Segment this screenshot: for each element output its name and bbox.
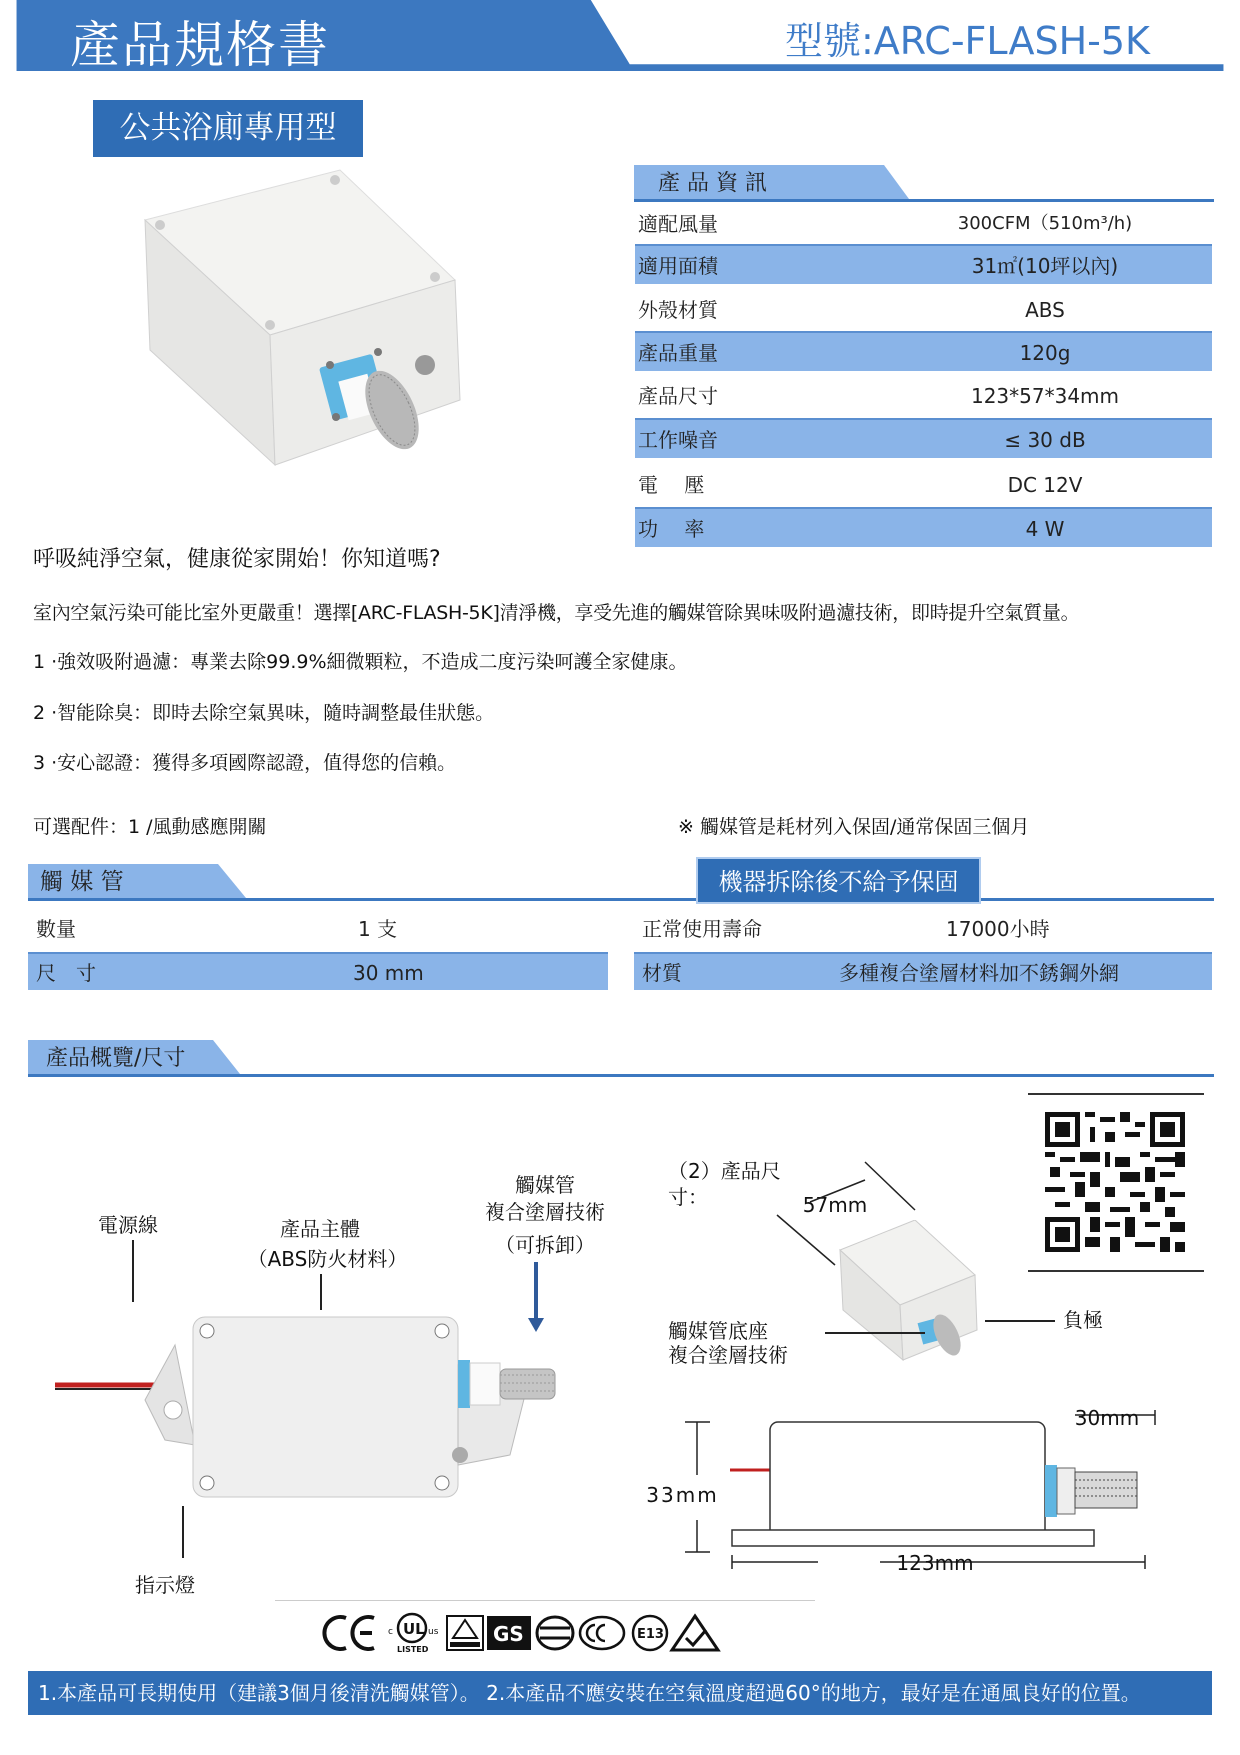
warranty-note: ※ 觸媒管是耗材列入保固/通常保固三個月: [678, 816, 1030, 838]
spec-row: 工作噪音 ≤ 30 dB: [635, 418, 1212, 458]
overview-tab: [28, 1040, 1214, 1080]
warranty-warning-badge: 機器拆除後不給予保固: [696, 857, 981, 904]
svg-text:c: c: [388, 1627, 393, 1637]
svg-text:GS: GS: [493, 1622, 524, 1646]
certification-logos: [320, 1608, 780, 1658]
ccc-icon: [580, 1617, 624, 1649]
product-type-badge: 公共浴廁專用型: [93, 100, 363, 157]
cert-rule: [275, 1600, 815, 1601]
qr-code: [1045, 1112, 1185, 1252]
gs-mark-icon: [487, 1616, 531, 1650]
label-power-cord: 電源線: [98, 1213, 158, 1237]
catalyst-row: 材質 多種複合塗層材料加不銹鋼外網: [634, 952, 1212, 990]
label-catalyst: 觸媒管: [515, 1173, 575, 1197]
leader-line: [985, 1320, 1055, 1322]
catalyst-row: 正常使用壽命 17000小時: [642, 917, 1050, 941]
product-photo: [130, 165, 470, 485]
spec-row: 適用面積 31㎡(10坪以內): [635, 244, 1212, 284]
rohs-icon: [447, 1616, 483, 1650]
leader-line: [825, 1332, 925, 1334]
e13-icon: [633, 1616, 667, 1650]
intro-headline: 呼吸純淨空氣，健康從家開始！你知道嗎?: [33, 547, 441, 572]
footer-notice: 1.本產品可長期使用（建議3個月後清洗觸媒管）。 2.本產品不應安裝在空氣溫度超過60°的地方，最好是在通風良好的位置。: [28, 1671, 1212, 1715]
svg-text:LISTED: LISTED: [397, 1645, 429, 1654]
overview-heading: 產品概覽/尺寸: [46, 1046, 186, 1071]
dim-height: 33mm: [646, 1483, 719, 1507]
product-side-diagram: [680, 1410, 1170, 1570]
intro-point: 3 ·安心認證：獲得多項國際認證，值得您的信賴。: [33, 752, 457, 774]
label-catalyst-tech: 複合塗層技術: [485, 1200, 605, 1224]
spec-row: 產品尺寸 123*57*34mm: [638, 384, 1120, 408]
leader-line: [132, 1240, 134, 1302]
qr-top-rule: [1028, 1093, 1204, 1095]
catalyst-tab: [28, 864, 1214, 906]
qr-bottom-rule: [1028, 1270, 1204, 1272]
spec-row: 適配風量 300CFM（510m³/h): [638, 212, 1133, 236]
label-base: 觸媒管底座: [668, 1319, 768, 1343]
leader-line: [182, 1506, 184, 1558]
intro-point: 1 ·強效吸附過濾：專業去除99.9%細微顆粒，不造成二度污染呵護全家健康。: [33, 651, 688, 673]
spec-row: 功 率 4 W: [635, 507, 1212, 547]
page-title: 產品規格書: [70, 16, 330, 74]
product-info-heading: 產 品 資 訊: [658, 171, 767, 196]
catalyst-row: 數量 1 支: [36, 917, 398, 941]
product-iso-diagram: [835, 1220, 985, 1370]
spec-row: 產品重量 120g: [635, 331, 1212, 371]
label-catalyst-removable: （可拆卸）: [495, 1233, 595, 1257]
label-main-body: 產品主體: [280, 1217, 360, 1241]
svg-text:UL: UL: [403, 1620, 425, 1638]
accessory-note: 可選配件：1 /風動感應開關: [33, 816, 267, 838]
dim-width: 57mm: [802, 1193, 868, 1217]
product-front-diagram: [55, 1305, 565, 1505]
intro-body: 室內空氣污染可能比室外更嚴重！選擇[ARC-FLASH-5K]清淨機，享受先進的觸媒管除異味吸附過濾技術，即時提升空氣質量。: [33, 602, 1080, 624]
dim-length: 123mm: [896, 1551, 974, 1575]
dim-protrusion: 30mm: [1074, 1406, 1140, 1430]
label-base-tech: 複合塗層技術: [668, 1343, 788, 1367]
intro-point: 2 ·智能除臭：即時去除空氣異味，隨時調整最佳狀態。: [33, 702, 495, 724]
rcm-icon: [672, 1616, 718, 1650]
label-indicator: 指示燈: [135, 1573, 195, 1597]
spec-row: 電 壓 DC 12V: [638, 473, 1083, 497]
label-negative: 負極: [1063, 1308, 1103, 1332]
svg-text:E13: E13: [637, 1627, 664, 1642]
size-title: （2）產品尺寸：: [668, 1159, 781, 1209]
model-number: 型號:ARC-FLASH-5K: [785, 19, 1150, 63]
ce-mark-icon: [324, 1617, 374, 1649]
spec-row: 外殼材質 ABS: [638, 298, 1065, 322]
saa-icon: [537, 1617, 573, 1649]
catalyst-heading: 觸 媒 管: [40, 869, 124, 895]
svg-text:us: us: [428, 1627, 439, 1637]
label-main-body-material: （ABS防火材料）: [247, 1247, 408, 1271]
ul-listed-icon: [388, 1614, 439, 1654]
catalyst-row: 尺 寸 30 mm: [28, 952, 608, 990]
